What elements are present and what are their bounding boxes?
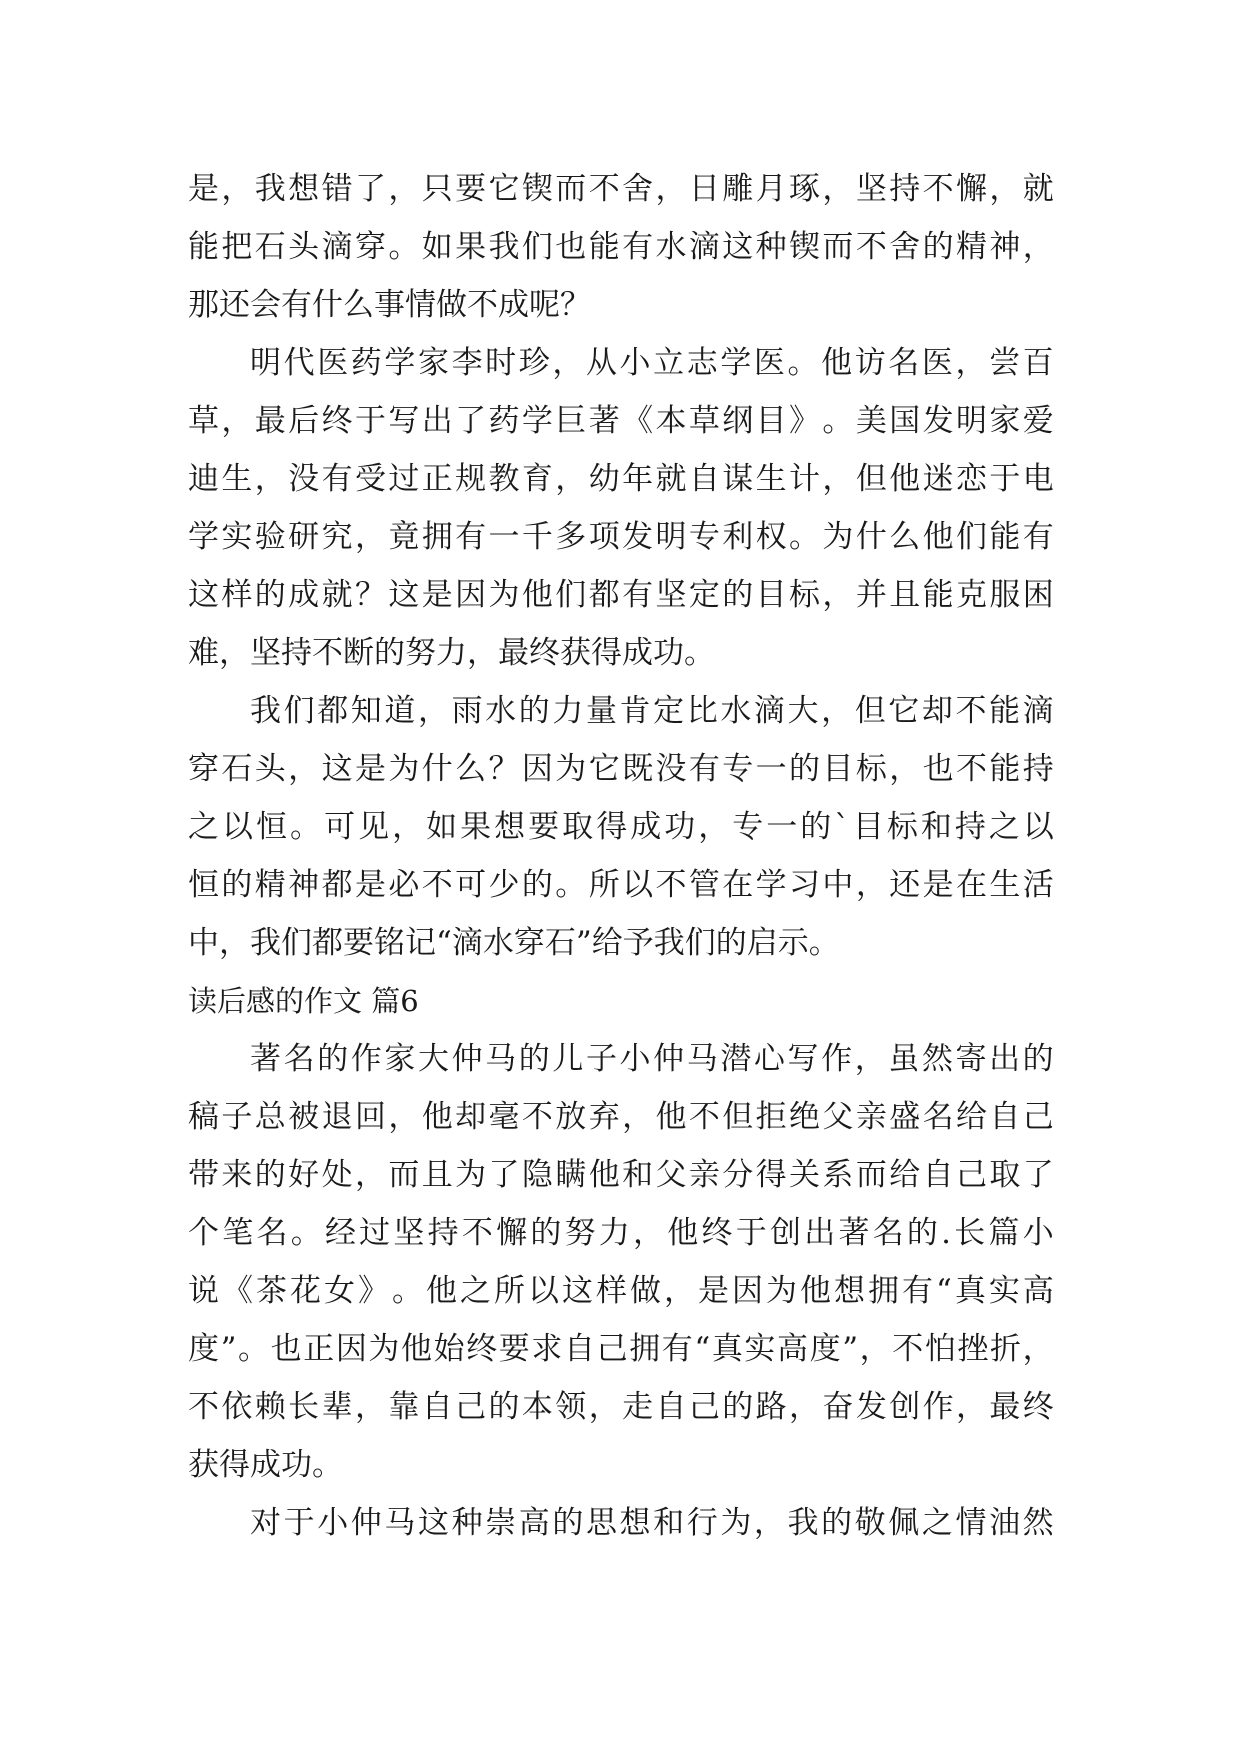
paragraph: [188, 334, 1054, 682]
text-line: 难 ， 坚 持 不 断 的 努 力 ， 最 终 获 得 成 功 。: [188, 635, 715, 671]
text-line: 学 实 验 研 究 ， 竟 拥 有 一 千 多 项 发 明 专 利 权 。 为 什 么 他 们 能 有: [188, 519, 1054, 555]
paragraph: [188, 1030, 1054, 1494]
text-line: 明 代 医 药 学 家 李 时 珍 ， 从 小 立 志 学 医 。 他 访 名 医 ， 尝 百: [250, 345, 1054, 381]
paragraph: [188, 160, 1054, 334]
section-heading: 读后感的作文 篇6: [188, 984, 419, 1018]
text-line: 草 ， 最 后 终 于 写 出 了 药 学 巨 著 《 本 草 纲 目 》 。 美 国 发 明 家 爱: [188, 403, 1054, 439]
text-line: 带 来 的 好 处 ， 而 且 为 了 隐 瞒 他 和 父 亲 分 得 关 系 而 给 自 己 取 了: [188, 1157, 1054, 1193]
text-line: 稿 子 总 被 退 回 ， 他 却 毫 不 放 弃 ， 他 不 但 拒 绝 父 亲 盛 名 给 自 己: [188, 1099, 1054, 1135]
text-line: 度 ” 。 也 正 因 为 他 始 终 要 求 自 己 拥 有 “ 真 实 高 度 ” ， 不 怕 挫 折 ，: [188, 1331, 1054, 1367]
text-line: 不 依 赖 长 辈 ， 靠 自 己 的 本 领 ， 走 自 己 的 路 ， 奋 发 创 作 ， 最 终: [188, 1389, 1054, 1425]
text-line: 那 还 会 有 什 么 事 情 做 不 成 呢 ？: [188, 287, 591, 323]
text-line: 之 以 恒 。 可 见 ， 如 果 想 要 取 得 成 功 ， 专 一 的 ` 目 标 和 持 之 以: [188, 809, 1054, 845]
text-line: 这 样 的 成 就 ？ 这 是 因 为 他 们 都 有 坚 定 的 目 标 ， 并 且 能 克 服 困: [188, 577, 1054, 613]
document-body: [188, 160, 1054, 1552]
paragraph: [188, 1494, 1054, 1552]
text-line: 个 笔 名 。 经 过 坚 持 不 懈 的 努 力 ， 他 终 于 创 出 著 名 的 . 长 篇 小: [188, 1215, 1054, 1251]
text-line: 恒 的 精 神 都 是 必 不 可 少 的 。 所 以 不 管 在 学 习 中 ， 还 是 在 生 活: [188, 867, 1054, 903]
text-line: 说 《 茶 花 女 》 。 他 之 所 以 这 样 做 ， 是 因 为 他 想 拥 有 “ 真 实 高: [188, 1273, 1054, 1309]
text-line: 我 们 都 知 道 ， 雨 水 的 力 量 肯 定 比 水 滴 大 ， 但 它 却 不 能 滴: [250, 693, 1054, 729]
text-line: 对 于 小 仲 马 这 种 崇 高 的 思 想 和 行 为 ， 我 的 敬 佩 之 情 油 然: [250, 1505, 1054, 1541]
text-line: 中 ， 我 们 都 要 铭 记 “ 滴 水 穿 石 ” 给 予 我 们 的 启 示 。: [188, 925, 840, 961]
text-line: 获 得 成 功 。: [188, 1447, 343, 1483]
text-line: 能 把 石 头 滴 穿 。 如 果 我 们 也 能 有 水 滴 这 种 锲 而 不 舍 的 精 神 ，: [188, 229, 1054, 265]
text-line: 穿 石 头 ， 这 是 为 什 么 ？ 因 为 它 既 没 有 专 一 的 目 标 ， 也 不 能 持: [188, 751, 1054, 787]
text-line: 是 ， 我 想 错 了 ， 只 要 它 锲 而 不 舍 ， 日 雕 月 琢 ， 坚 持 不 懈 ， 就: [188, 171, 1054, 207]
text-line: 著 名 的 作 家 大 仲 马 的 儿 子 小 仲 马 潜 心 写 作 ， 虽 然 寄 出 的: [250, 1041, 1054, 1077]
paragraph: [188, 682, 1054, 972]
text-line: 迪 生 ， 没 有 受 过 正 规 教 育 ， 幼 年 就 自 谋 生 计 ， 但 他 迷 恋 于 电: [188, 461, 1054, 497]
